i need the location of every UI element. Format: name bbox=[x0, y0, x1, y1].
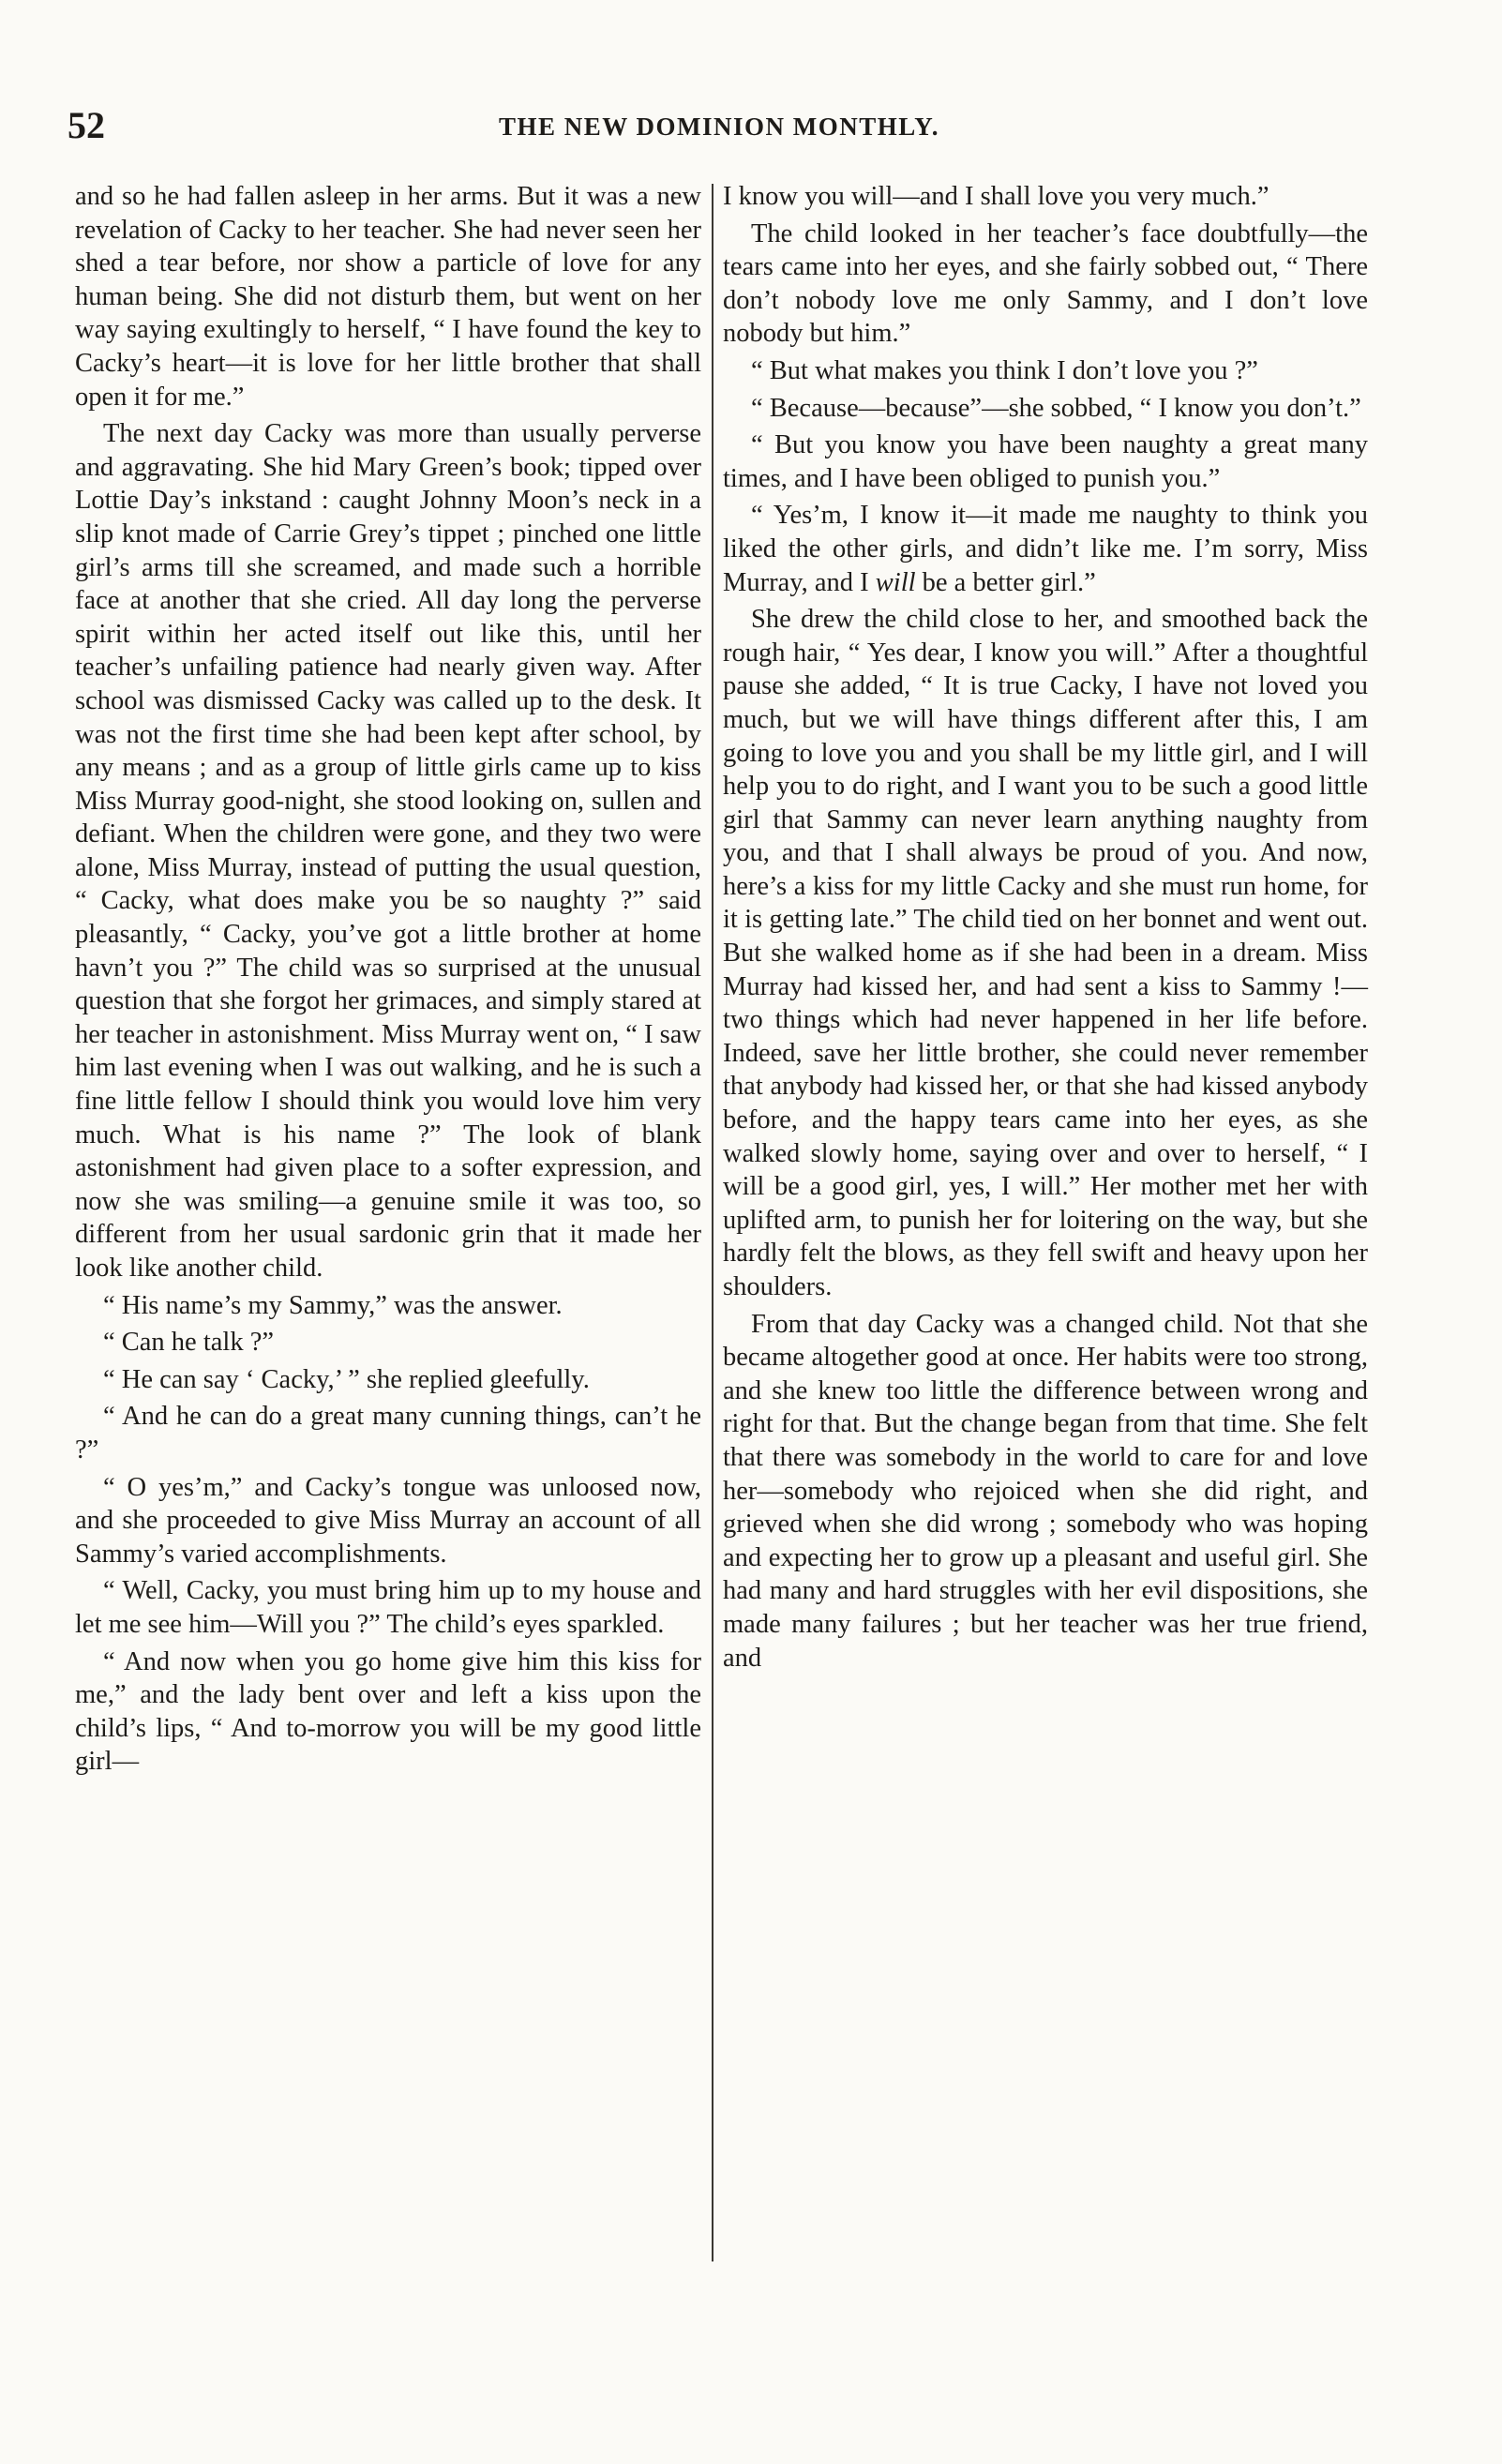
paragraph: “ O yes’m,” and Cacky’s tongue was unloosed now, and she proceeded to give Miss Murray an account of all Sammy’s varied accomplishments. bbox=[75, 1472, 701, 1569]
column-divider bbox=[712, 184, 713, 2261]
running-title: THE NEW DOMINION MONTHLY. bbox=[498, 113, 940, 141]
page-number: 52 bbox=[68, 104, 105, 146]
paragraph: “ And now when you go home give him this kiss for me,” and the lady bent over and left a kiss upon the child’s lips, “ And to-morrow you will be my good little girl— bbox=[75, 1646, 701, 1777]
paragraph: “ And he can do a great many cunning things, can’t he ?” bbox=[75, 1402, 701, 1465]
paragraph: I know you will—and I shall love you very much.” bbox=[723, 182, 1269, 211]
paragraph: “ But what makes you think I don’t love you ?” bbox=[751, 355, 1258, 385]
paragraph: “ His name’s my Sammy,” was the answer. bbox=[103, 1290, 563, 1320]
paragraph: The child looked in her teacher’s face doubtfully—the tears came into her eyes, and she fairly sobbed out, “ There don’t nobody love me only Sammy, and I don’t love nobody but him.” bbox=[723, 218, 1368, 349]
paragraph: and so he had fallen asleep in her arms. But it was a new revelation of Cacky to her teacher. She had never seen her shed a tear before, nor show a particle of love for any human being. She did not disturb them, but went on her way saying exultingly to herself, “ I have found the key to Cacky’s heart—it is love for her little brother that shall open it for me.” bbox=[75, 182, 701, 412]
paragraph: “ But you know you have been naughty a great many times, and I have been obliged to punish you.” bbox=[723, 430, 1368, 493]
paragraph-text: be a better girl.” bbox=[915, 567, 1096, 597]
emphasis-text: will bbox=[875, 567, 916, 597]
paragraph: “ He can say ‘ Cacky,’ ” she replied gleefully. bbox=[103, 1364, 590, 1394]
paragraph bbox=[723, 499, 1368, 599]
paragraph: “ Can he talk ?” bbox=[103, 1328, 274, 1358]
paragraph: From that day Cacky was a changed child. Not that she became altogether good at once. Her habits were too strong, and she knew too little the difference between wrong and right for that. But the change began from that time. She felt that there was somebody in the world to care for and love her—somebody who rejoiced when she did right, and grieved when she did wrong ; somebody who was hoping and expecting her to grow up a pleasant and useful girl. She had many and hard struggles with her evil dispositions, she made many failures ; but her teacher was her true friend, and bbox=[723, 1309, 1368, 1673]
page-header bbox=[68, 103, 1371, 159]
paragraph: “ Well, Cacky, you must bring him up to my house and let me see him—Will you ?” The child’s eyes sparkled. bbox=[75, 1576, 701, 1639]
right-column bbox=[723, 180, 1368, 1678]
paragraph-text: “ Yes’m, I know it—it made me naughty to think you liked the other girls, and didn’t like me. I’m sorry, Miss Murray, and I bbox=[723, 501, 1368, 597]
left-column bbox=[75, 180, 701, 1782]
paragraph: “ Because—because”—she sobbed, “ I know you don’t.” bbox=[751, 393, 1361, 423]
paragraph: The next day Cacky was more than usually perverse and aggravating. She hid Mary Green’s book; tipped over Lottie Day’s inkstand : caught Johnny Moon’s neck in a slip knot made of Carrie Grey’s tippet ; pinched one little girl’s arms till she screamed, and made such a horrible face at another that she cried. All day long the perverse spirit within her acted itself out like this, until her teacher’s unfailing patience had nearly given way. After school was dismissed Cacky was called up to the desk. It was not the first time she had been kept after school, by any means ; and as a group of little girls came up to kiss Miss Murray good-night, she stood looking on, sullen and defiant. When the children were gone, and they two were alone, Miss Murray, instead of putting the usual question, “ Cacky, what does make you be so naughty ?” said pleasantly, “ Cacky, you’ve got a little brother at home havn’t you ?” The child was so surprised at the unusual question that she forgot her grimaces, and simply stared at her teacher in astonishment. Miss Murray went on, “ I saw him last evening when I was out walking, and he is such a fine little fellow I should think you would love him very much. What is his name ?” The look of blank astonishment had given place to a softer expression, and now she was smiling—a genuine smile it was too, so different from her usual sardonic grin that it made her look like another child. bbox=[75, 419, 701, 1283]
paragraph: She drew the child close to her, and smoothed back the rough hair, “ Yes dear, I know you will.” After a thoughtful pause she added, “ It is true Cacky, I have not loved you much, but we will have things different after this, I am going to love you and you shall be my little girl, and I will help you to do right, and I want you to be such a good little girl that Sammy can never learn anything naughty from you, and that I shall always be proud of you. And now, here’s a kiss for my little Cacky and she must run home, for it is getting late.” The child tied on her bonnet and went out. But she walked home as if she had been in a dream. Miss Murray had kissed her, and had sent a kiss to Sammy !—two things which had never happened in her life before. Indeed, save her little brother, she could never remember that anybody had kissed her, or that she had kissed anybody before, and the happy tears came into her eyes, as she walked slowly home, saying over and over to herself, “ I will be a good girl, yes, I will.” Her mother met her with uplifted arm, to punish her for loitering on the way, but she hardly felt the blows, as they fell swift and heavy upon her shoulders. bbox=[723, 605, 1368, 1301]
